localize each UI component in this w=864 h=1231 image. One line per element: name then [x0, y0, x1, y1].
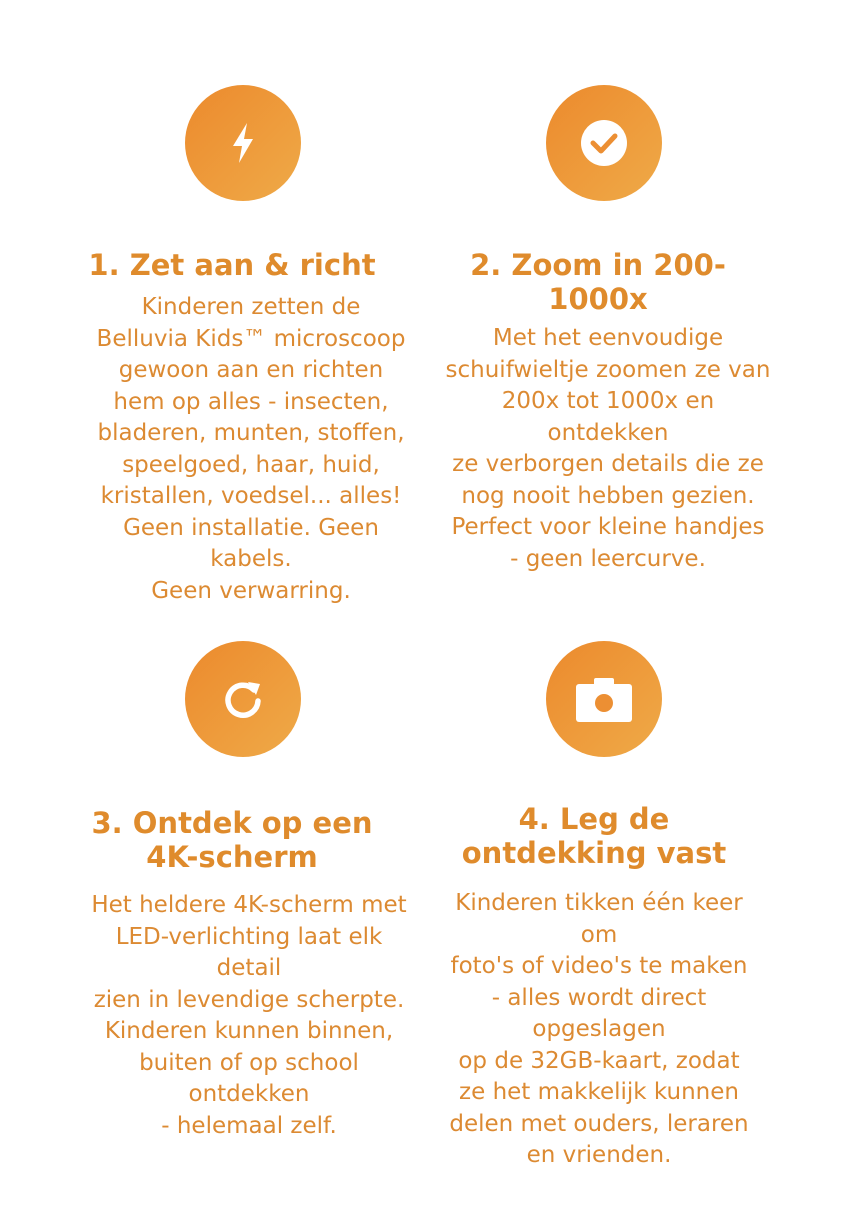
- step-2-icon-circle: [546, 85, 662, 201]
- camera-icon: [574, 674, 634, 724]
- step-1-title: 1. Zet aan & richt: [88, 248, 376, 282]
- step-2-description: Met het eenvoudige schuifwieltje zoomen ze van 200x tot 1000x en ontdekken ze verborgen details die ze nog nooit hebben gezien. Perfect voor kleine handjes - geen leercurve.: [445, 325, 771, 572]
- step-1-description: Kinderen zetten de Belluvia Kids™ microscoop gewoon aan en richten hem op alles - insecten, bladeren, munten, stoffen, speelgoed, haar, huid, kristallen, voedsel... alles! Geen installatie. Geen kabels. Geen verwarring.: [96, 294, 406, 604]
- refresh-icon: [220, 676, 266, 722]
- checkmark-icon: [579, 118, 629, 168]
- step-3-title: 3. Ontdek op een 4K-scherm: [91, 806, 373, 874]
- step-3-description: Het heldere 4K-scherm met LED-verlichting laat elk detail zien in levendige scherpte. Kinderen kunnen binnen, buiten of op school ontdekken - helemaal zelf.: [91, 892, 407, 1139]
- step-4-description: Kinderen tikken één keer om foto's of video's te maken - alles wordt direct opgeslagen op de 32GB-kaart, zodat ze het makkelijk kunnen delen met ouders, leraren en vrienden.: [449, 890, 749, 1168]
- step-4-icon-circle: [546, 641, 662, 757]
- step-2-title: 2. Zoom in 200- 1000x: [470, 248, 726, 316]
- step-4-title: 4. Leg de ontdekking vast: [461, 802, 727, 870]
- step-3-icon-circle: [185, 641, 301, 757]
- lightning-icon: [228, 121, 258, 165]
- step-1-icon-circle: [185, 85, 301, 201]
